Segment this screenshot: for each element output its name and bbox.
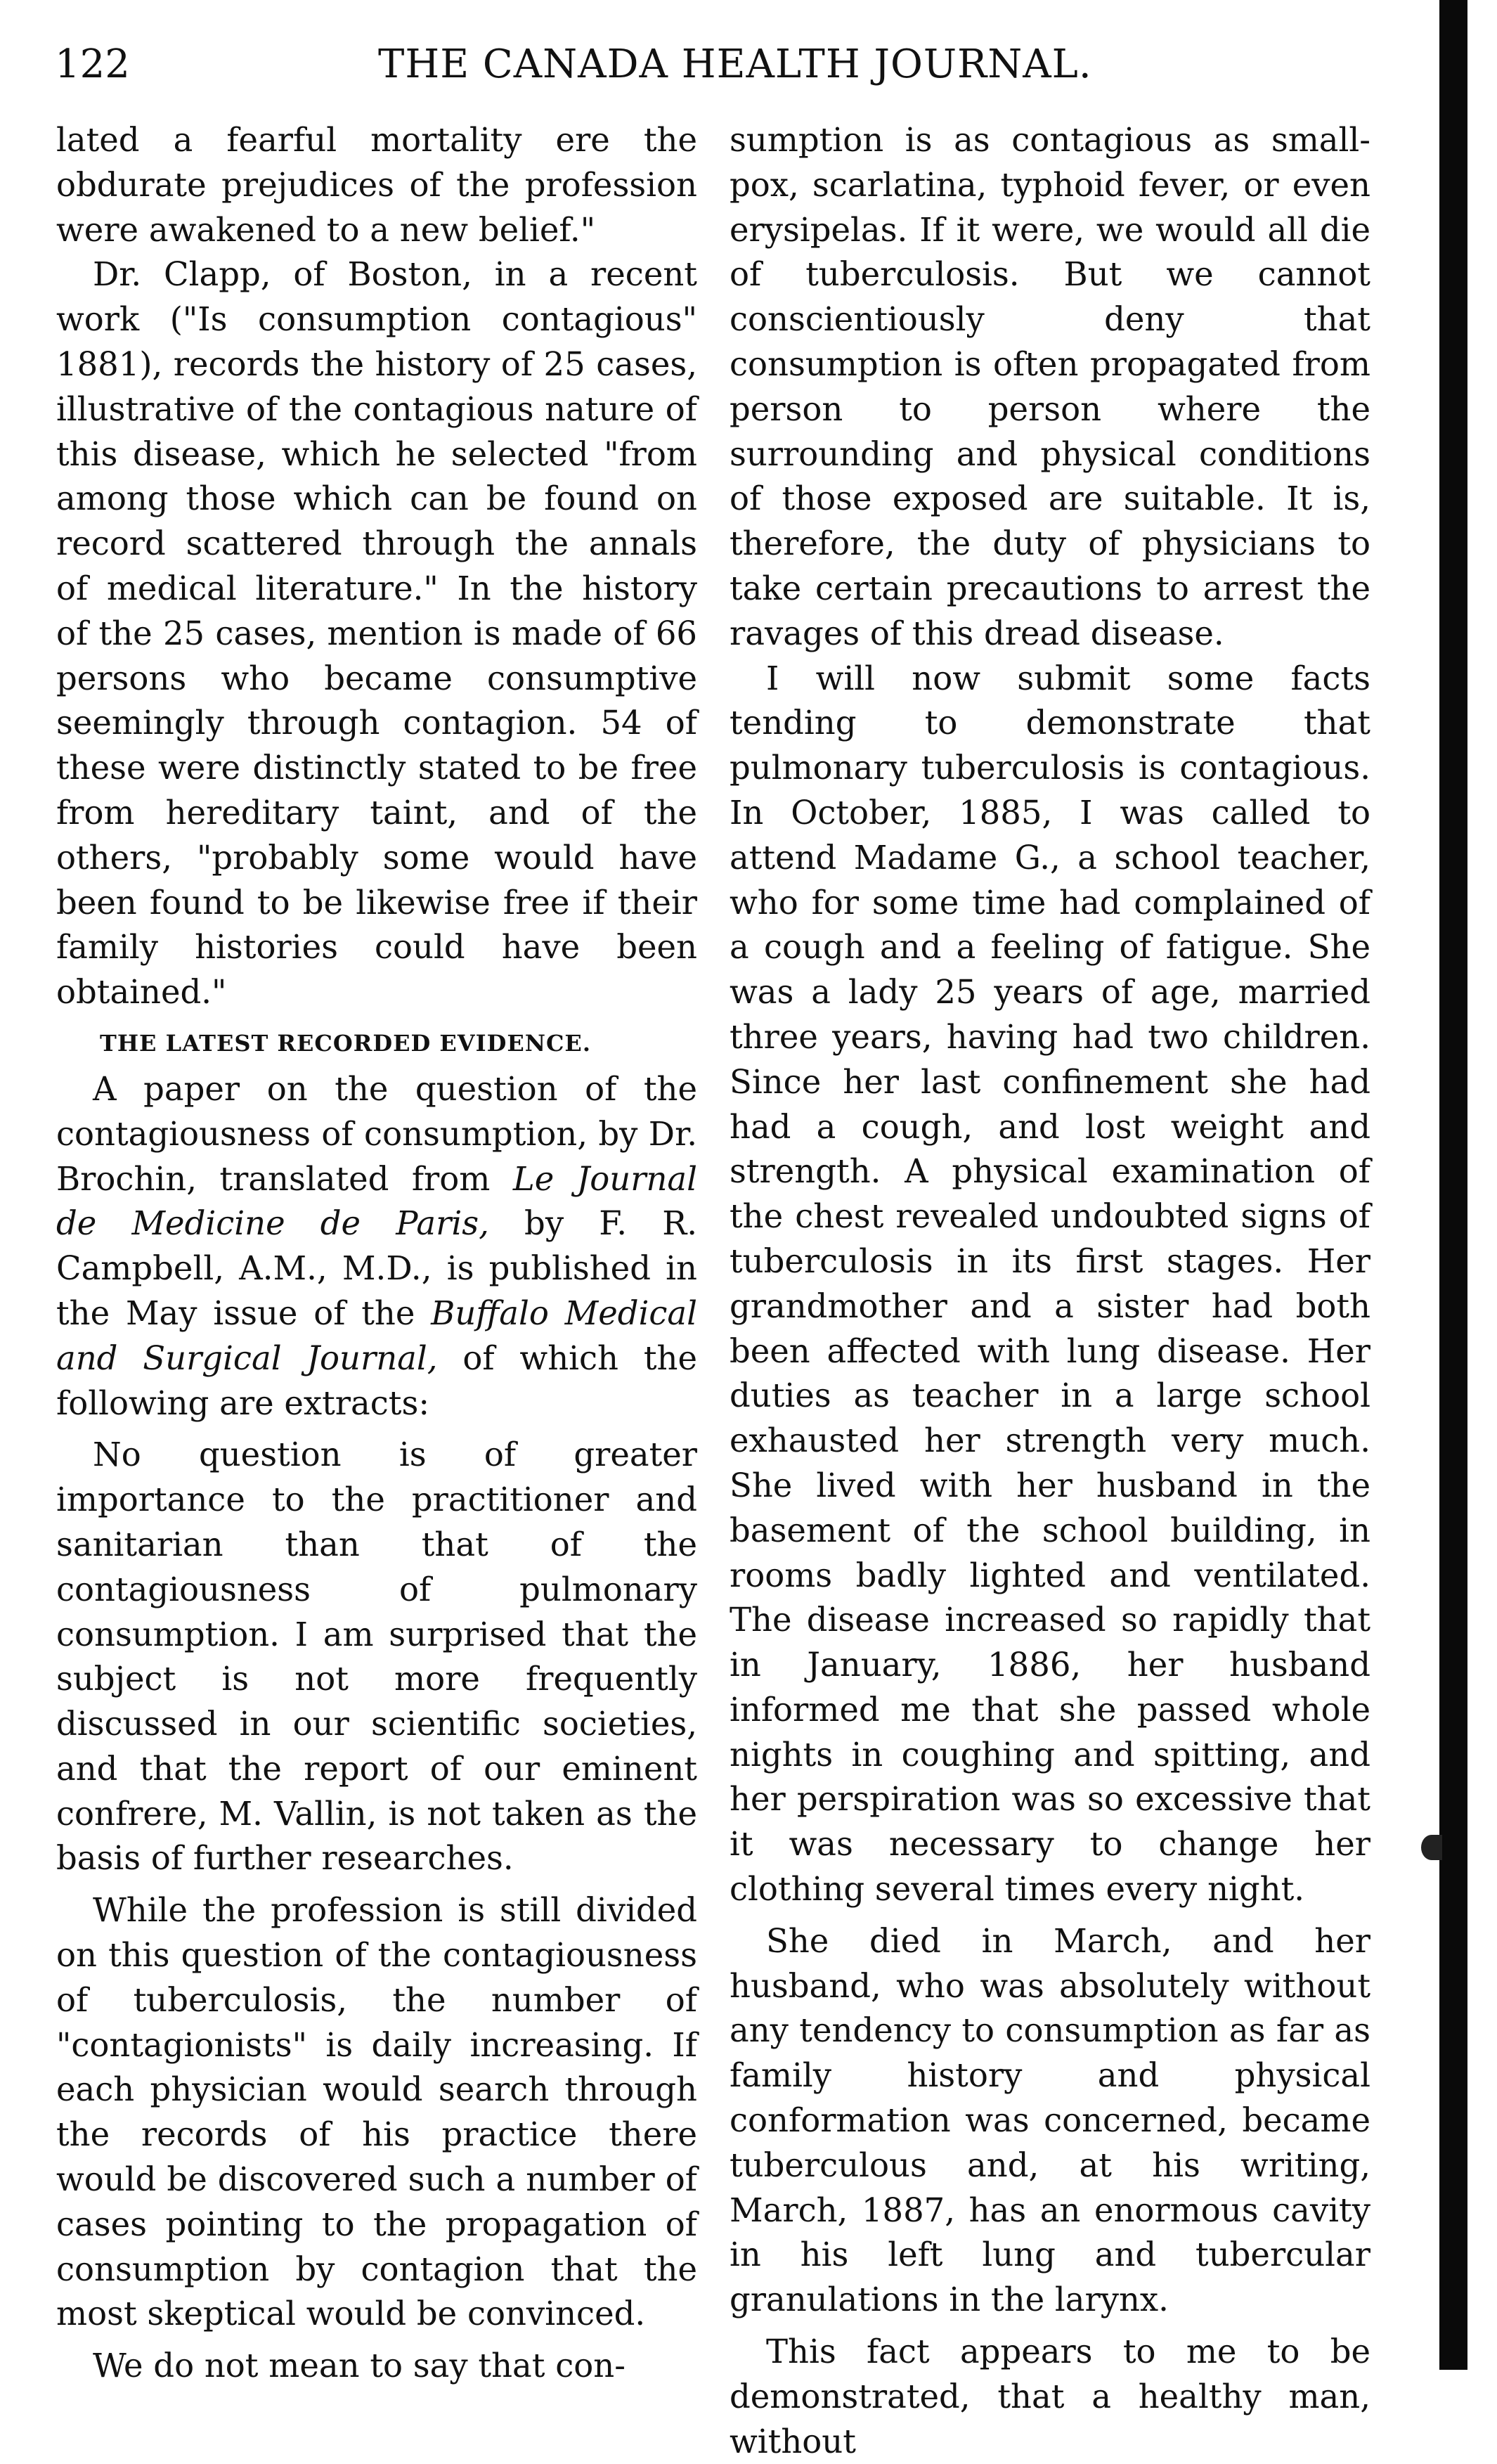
paragraph-madame-g: I will now submit some facts tending to demonstrate that pulmonary tuberculosis is contagious. In October, 1885, I was called to attend Madame G., a school teacher, who for some time had complained of a cough and a feeling of fatigue. She was a lady 25 years of age, married three years, having had two children. Since her last confinement she had had a cough, and lost weight and strength. A physical examination of the chest revealed undoubted signs of tuberculosis in its first stages. Her grandmother and a sister had both been affected with lung disease. Her duties as teacher in a large school exhausted her strength very much. She lived with her husband in the basement of the school building, in rooms badly lighted and ventilated. The disease increased so rapidly that in January, 1886, her husband informed me that she passed whole nights in coughing and spitting, and her perspiration was so excessive that it was necessary to change her clothing several times every night. bbox=[730, 659, 1370, 1909]
paragraph-continued: lated a fearful mortality ere the obdurate prejudices of the profession were awakened to a new belief." bbox=[56, 121, 697, 249]
running-head bbox=[55, 37, 1383, 93]
journal-title: THE CANADA HEALTH JOURNAL. bbox=[378, 41, 1092, 87]
paragraph-fact: This fact appears to me to be demonstrated, that a healthy man, without bbox=[730, 2333, 1370, 2460]
paragraph-husband: She died in March, and her husband, who was absolutely without any tendency to consumption as far as family history and physical conformation was concerned, became tuberculous and, at his writing, March, 1887, has an enormous cavity in his left lung and tubercular granulations in the larynx. bbox=[730, 1921, 1370, 2319]
paragraph-importance: No question is of greater importance to the practitioner and sanitarian than that of the contagiousness of pulmonary consumption. I am surprised that the subject is not more frequently discussed in our scientific societies, and that the report of our eminent confrere, M. Vallin, is not taken as the basis of further researches. bbox=[56, 1436, 697, 1878]
right-column bbox=[730, 118, 1370, 2464]
left-column bbox=[56, 118, 697, 2389]
paragraph-we-do-not: We do not mean to say that con- bbox=[93, 2347, 626, 2385]
paragraph-brochin-text-b: by F. R. Campbell, A.M., M.D., is published in the May issue of the bbox=[56, 1204, 697, 1332]
page-number: 122 bbox=[55, 41, 130, 87]
paragraph-sumption: sumption is as contagious as small-pox, scarlatina, typhoid fever, or even erysipelas. If it were, we would all die of tuberculosis. But we cannot conscientiously deny that consumption is often propagated from person to person where the surrounding and physical conditions of those exposed are suitable. It is, therefore, the duty of physicians to take certain precautions to arrest the ravages of this dread disease. bbox=[730, 121, 1370, 652]
paragraph-brochin-text-c: of which the following are extracts: bbox=[56, 1339, 697, 1422]
journal-name-paris: Le Journal de Medicine de Paris, bbox=[56, 1159, 698, 1243]
paragraph-clapp: Dr. Clapp, of Boston, in a recent work ("Is consumption contagious" 1881), records the history of 25 cases, illustrative of the contagious nature of this disease, which he selected "from among those which can be found on record scattered through the annals of medical literature." In the history of the 25 cases, mention is made of 66 persons who became consumptive seemingly through contagion. 54 of these were distinctly stated to be free from hereditary taint, and of the others, "probably some would have been found to be likewise free if their family histories could have been obtained." bbox=[56, 255, 697, 1012]
paragraph-contagionists: While the profession is still divided on this question of the contagiousness of tuberculosis, the number of "contagionists" is daily increasing. If each physician would search through the records of his practice there would be discovered such a number of cases pointing to the propagation of consumption by contagion that the most skeptical would be convinced. bbox=[56, 1891, 697, 2333]
scan-binding-edge bbox=[1439, 0, 1467, 2370]
paragraph-brochin bbox=[56, 1067, 697, 1426]
section-subheading: THE LATEST RECORDED EVIDENCE. bbox=[100, 1029, 591, 1057]
paragraph-brochin-text-a: A paper on the question of the contagiousness of consumption, by Dr. Brochin, translated from bbox=[56, 1069, 697, 1198]
journal-name-buffalo: Buffalo Medical and Surgical Journal, bbox=[56, 1294, 698, 1377]
scan-edge-mark bbox=[1421, 1835, 1442, 1860]
